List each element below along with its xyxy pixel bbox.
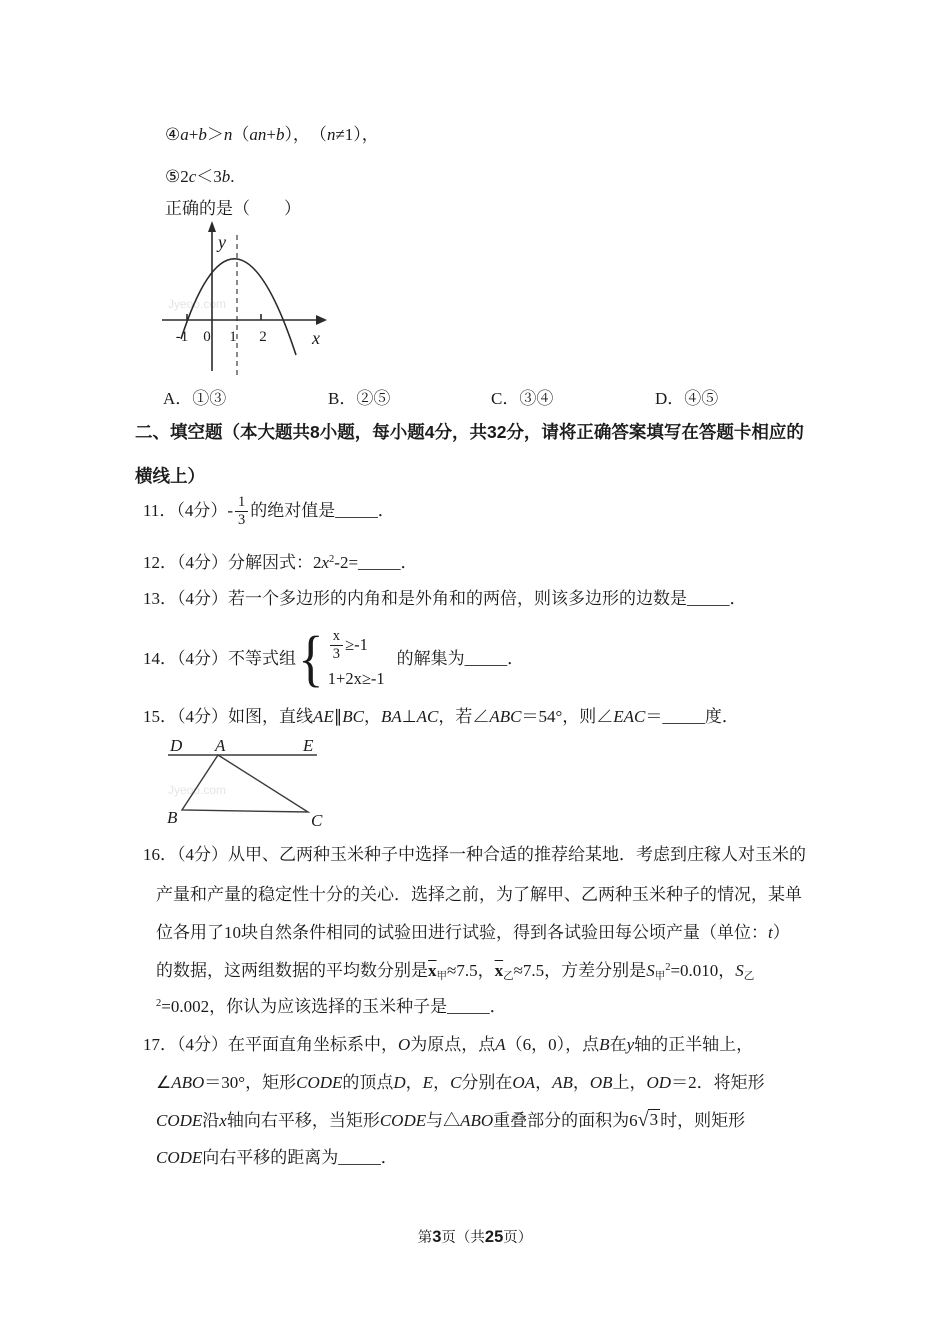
item-14-suffix: 的解集为_____． bbox=[396, 649, 525, 668]
tick-label-neg1: -1 bbox=[175, 329, 189, 345]
point-label-E: E bbox=[303, 736, 314, 755]
inequality-1 bbox=[328, 628, 385, 662]
item-16-line-1: 16．（4分）从甲、乙两种玉米种子中选择一种合适的推荐给某地．考虑到庄稼人对玉米的 bbox=[143, 845, 806, 864]
statement-4: ④a+b＞n（an+b）， （n≠1）， bbox=[165, 125, 379, 144]
tick-label-1: 1 bbox=[229, 329, 237, 345]
item-12: 12．（4分）分解因式：$2x^2-2=\_\_\_\_\_$． bbox=[143, 553, 418, 572]
triangle-figure bbox=[160, 736, 325, 831]
item-16-line-5: $^2$=0.002，你认为应该选择的玉米种子是_____． bbox=[156, 997, 507, 1016]
tick-label-0: 0 bbox=[203, 329, 211, 345]
option-b: B．②⑤ bbox=[328, 389, 391, 408]
watermark-text: Jyeoo.com bbox=[168, 783, 227, 797]
point-label-D: D bbox=[170, 736, 183, 755]
point-label-C: C bbox=[311, 811, 323, 830]
page-footer: 第3页（共25页） bbox=[417, 1228, 533, 1246]
inequality-2: 1+2x≥-1 bbox=[327, 669, 385, 689]
watermark-text: Jyeoo.com bbox=[168, 297, 227, 311]
x-axis-arrow bbox=[316, 315, 327, 325]
item-13: 13．（4分）若一个多边形的内角和是外角和的两倍，则该多边形的边数是_____． bbox=[143, 589, 747, 608]
parabola-figure bbox=[150, 218, 335, 383]
item-16-line-4: 的数据，这两组数据的平均数分别是$\overline{x}_甲\approx 7.5$，$\overline{x}_乙\approx 7.5$，方差分别是$S_甲^2=0.010$，$S_乙$ bbox=[156, 961, 755, 982]
point-label-B: B bbox=[167, 808, 178, 827]
item-14 bbox=[143, 618, 524, 700]
inequality-1-rhs: ≥-1 bbox=[345, 635, 368, 654]
y-axis-arrow bbox=[208, 221, 216, 232]
section-title-line1: 二、填空题（本大题共8小题，每小题4分，共32分，请将正确答案填写在答题卡相应的 bbox=[135, 422, 804, 442]
section-title-line2: 横线上） bbox=[135, 466, 205, 486]
item-11: 11．（4分） - $\frac{1}{3}$ 的绝对值是 _____ ． bbox=[143, 493, 395, 528]
item-17-line-2: ∠ABO＝30°，矩形CODE的顶点D，E，C分别在OA，AB，OB上，OD＝2．将矩形 bbox=[156, 1073, 765, 1092]
item-17-line-4: CODE向右平移的距离为_____． bbox=[156, 1148, 398, 1167]
item-15: 15．（4分）如图，直线AE∥BC，BA⊥AC，若∠ABC＝54°，则∠EAC＝_____度． bbox=[143, 707, 739, 726]
option-c: C．③④ bbox=[491, 389, 554, 408]
correct-answer-prompt: 正确的是（ ） bbox=[165, 199, 301, 218]
item-16-line-2: 产量和产量的稳定性十分的关心．选择之前，为了解甲、乙两种玉米种子的情况，某单 bbox=[156, 885, 802, 904]
inequality-system bbox=[328, 628, 385, 690]
fraction-x-over-3: $\frac{x}{3}$ bbox=[330, 628, 343, 662]
system-brace: { bbox=[298, 625, 324, 693]
item-16-line-3: 位各用了10块自然条件相同的试验田进行试验，得到各试验田每公顷产量（单位：t） bbox=[156, 923, 790, 942]
item-17-line-1: 17．（4分）在平面直角坐标系中，O为原点，点A（6，0），点B在y轴的正半轴上， bbox=[143, 1035, 754, 1054]
option-a: A．①③ bbox=[163, 389, 227, 408]
statement-5: ⑤2c＜3b. bbox=[165, 167, 235, 186]
option-d: D．④⑤ bbox=[655, 389, 719, 408]
tick-label-2: 2 bbox=[259, 329, 267, 345]
point-label-A: A bbox=[215, 736, 226, 755]
item-17-line-3: CODE沿x轴向右平移，当矩形CODE与△ABO重叠部分的面积为6 √ 3 时，则矩形 bbox=[156, 1109, 746, 1131]
item-14-label: 14．（4分）不等式组 bbox=[143, 649, 296, 668]
y-axis-label: y bbox=[218, 232, 226, 252]
x-axis-label: x bbox=[312, 328, 320, 348]
